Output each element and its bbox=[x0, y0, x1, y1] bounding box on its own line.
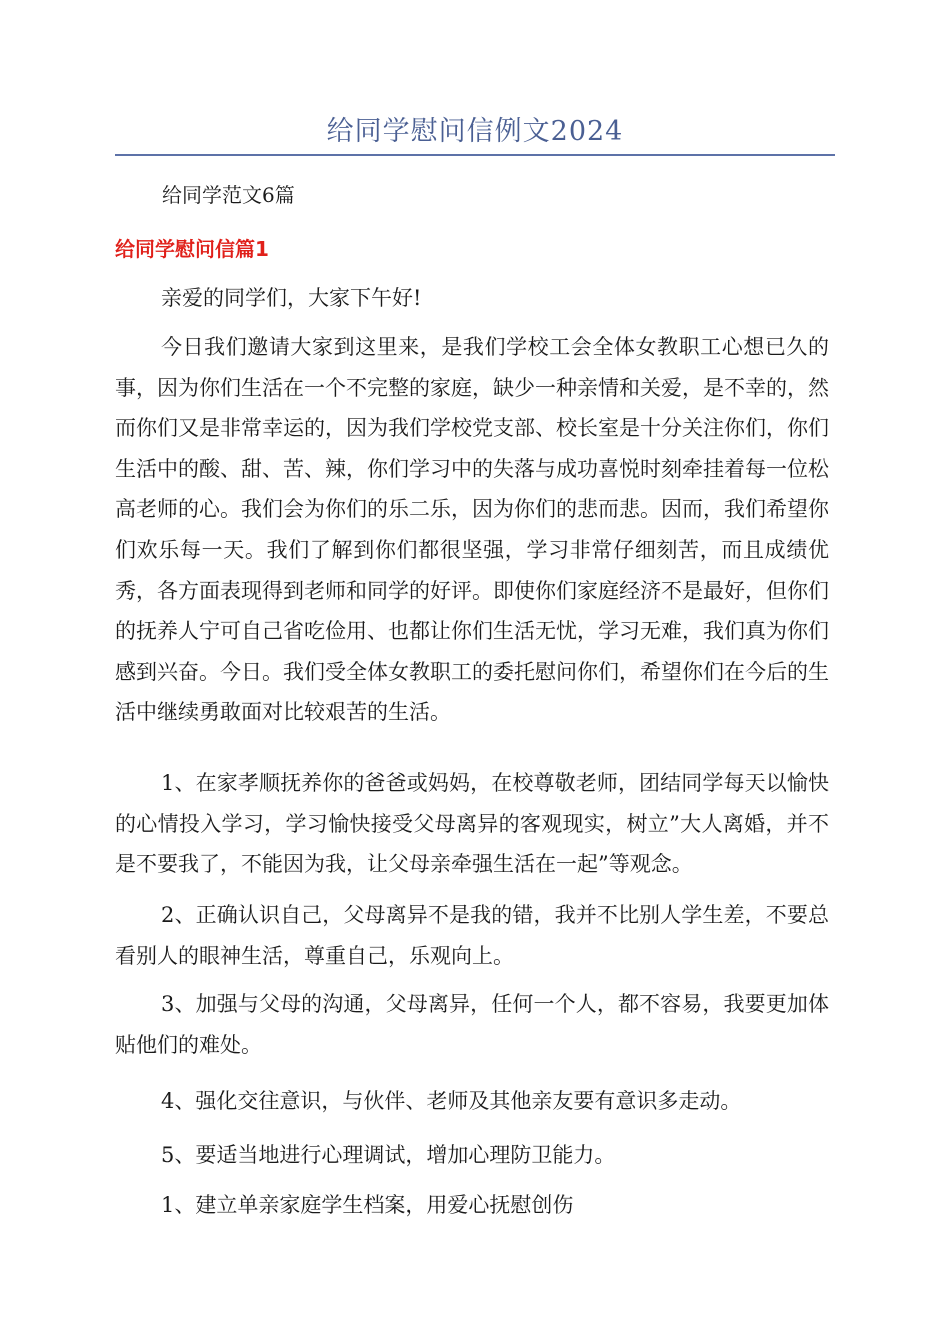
list-item: 4、强化交往意识，与伙伴、老师及其他亲友要有意识多走动。 bbox=[161, 1089, 742, 1113]
main-paragraph: 今日我们邀请大家到这里来，是我们学校工会全体女教职工心想已久的事，因为你们生活在一个不完整的家庭，缺少一种亲情和关爱，是不幸的，然而你们又是非常幸运的，因为我们学校党支部、校长室是十分关注你们，你们生活中的酸、甜、苦、辣，你们学习中的失落与成功喜悦时刻牵挂着每一位松高老师的心。我们会为你们的乐二乐，因为你们的悲而悲。因而，我们希望你们欢乐每一天。我们了解到你们都很坚强，学习非常仔细刻苦，而且成绩优秀，各方面表现得到老师和同学的好评。即使你们家庭经济不是最好，但你们的抚养人宁可自己省吃俭用、也都让你们生活无忧，学习无难，我们真为你们感到兴奋。今日。我们受全体女教职工的委托慰问你们，希望你们在今后的生活中继续勇敢面对比较艰苦的生活。 bbox=[115, 335, 829, 725]
section-heading: 给同学慰问信篇1 bbox=[115, 237, 269, 261]
title-divider bbox=[115, 154, 835, 156]
document-subtitle: 给同学范文6篇 bbox=[162, 183, 295, 207]
list-item: 2、正确认识自己，父母离异不是我的错，我并不比别人学生差，不要总看别人的眼神生活，尊重自己，乐观向上。 bbox=[115, 903, 829, 968]
list-item: 1、在家孝顺抚养你的爸爸或妈妈，在校尊敬老师，团结同学每天以愉快的心情投入学习，学习愉快接受父母离异的客观现实，树立”大人离婚，并不是不要我了，不能因为我，让父母亲牵强生活在一起”等观念。 bbox=[115, 771, 829, 877]
list-item: 1、建立单亲家庭学生档案，用爱心抚慰创伤 bbox=[161, 1193, 574, 1217]
document-title: 给同学慰问信例文2024 bbox=[326, 116, 624, 147]
list-item: 3、加强与父母的沟通，父母离异，任何一个人，都不容易，我要更加体贴他们的难处。 bbox=[115, 992, 829, 1057]
list-item: 5、要适当地进行心理调试，增加心理防卫能力。 bbox=[161, 1143, 616, 1167]
greeting-paragraph: 亲爱的同学们，大家下午好! bbox=[161, 286, 422, 310]
